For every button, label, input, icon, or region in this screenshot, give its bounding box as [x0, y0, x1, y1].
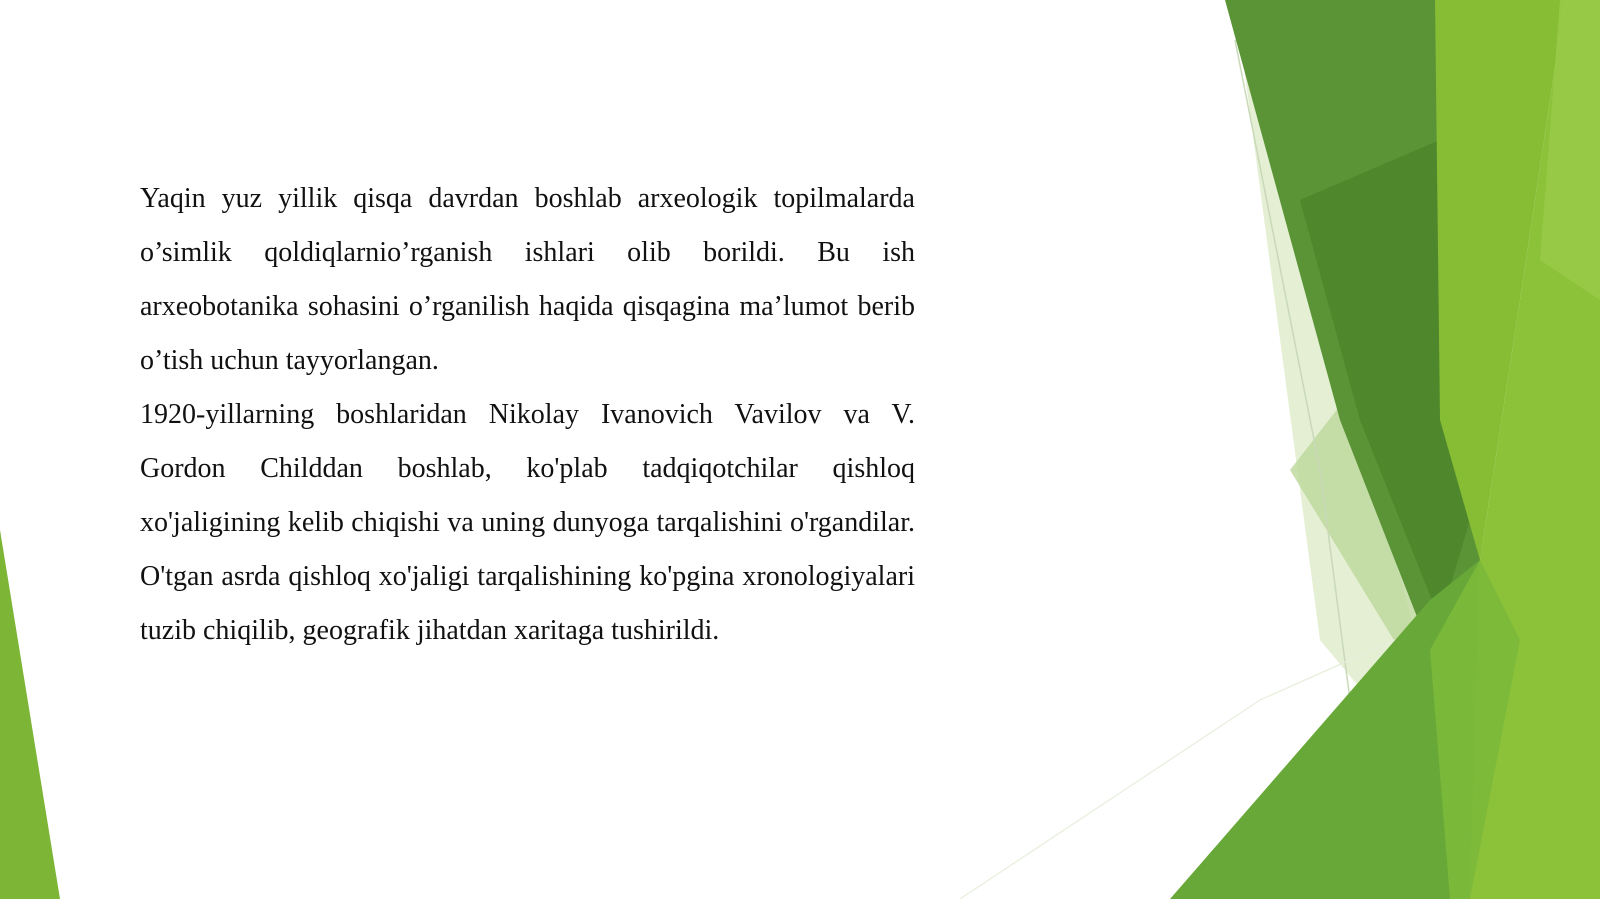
left-green-sliver	[0, 530, 60, 899]
paragraph-intro: Yaqin yuz yillik qisqa davrdan boshlab arxeologik topilmalarda o’simlik qoldiqlarnio’rganish ishlari olib borildi. Bu ish arxeobotanika sohasini o’rganilish haqida qisqagina ma’lumot berib o’tish uchun tayyorlangan.	[140, 183, 915, 376]
body-text	[140, 172, 915, 658]
paragraph-history: 1920-yillarning boshlaridan Nikolay Ivanovich Vavilov va V. Gordon Childdan boshlab, ko'plab tadqiqotchilar qishloq xo'jaligining kelib chiqishi va uning dunyoga tarqalishini o'rgandilar. O'tgan asrda qishloq xo'jaligi tarqalishining ko'pgina xronologiyalari tuzib chiqilib, geografik jihatdan xaritaga tushirildi.	[140, 399, 915, 646]
